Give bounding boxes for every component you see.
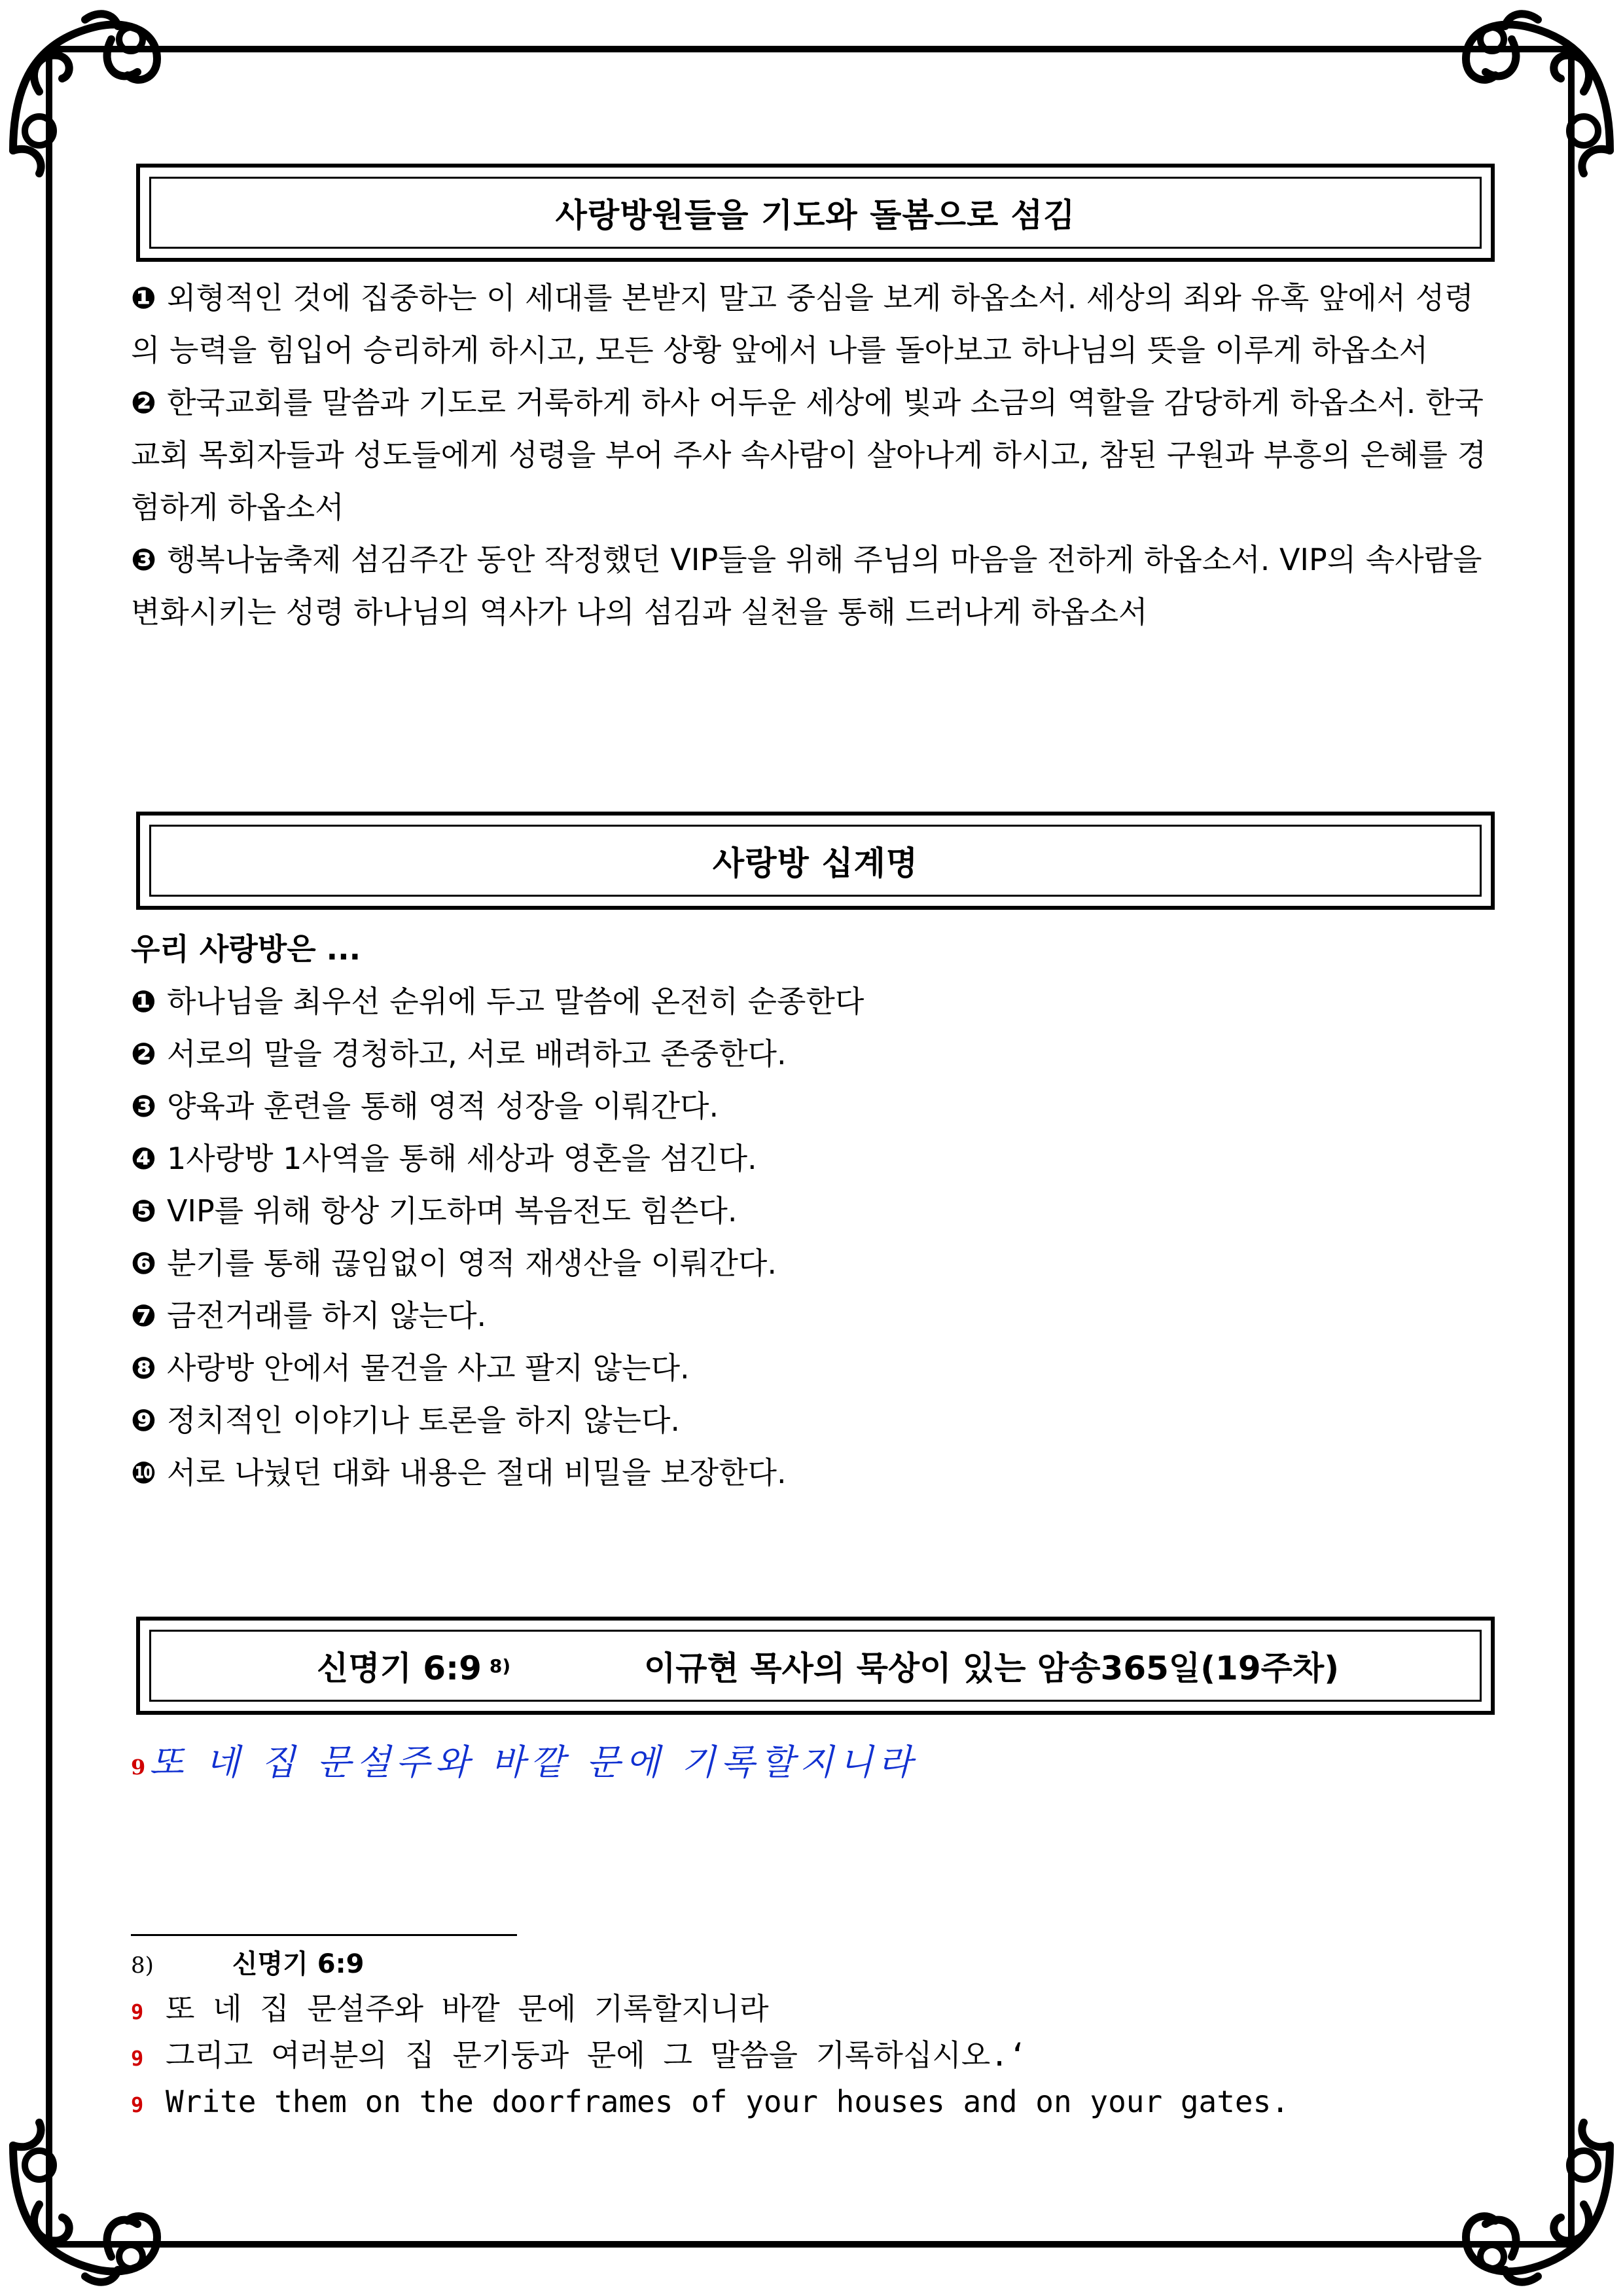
section-header-box [136, 812, 1495, 910]
item-text: 외형적인 것에 집중하는 이 세대를 본받지 말고 중심을 보게 하옵소서. 세상의 죄와 유혹 앞에서 성령의 능력을 힘입어 승리하게 하시고, 모든 상황 앞에서 나를 돌아보고 하나님의 뜻을 이루게 하옵소서 [131, 280, 1474, 368]
ten-commandments-list [131, 923, 1492, 1499]
footnote-line [131, 2034, 1492, 2080]
item-text: 서로의 말을 경청하고, 서로 배려하고 존중한다. [166, 1036, 787, 1071]
memory-verse [131, 1734, 918, 1785]
corner-ornament-icon [1427, 2100, 1623, 2296]
list-item [131, 975, 1492, 1028]
item-number: ❺ [131, 1193, 156, 1229]
item-text: 1사랑방 1사역을 통해 세상과 영혼을 섬긴다. [166, 1141, 757, 1176]
item-number: ❼ [131, 1298, 156, 1333]
footnote-ref: 8) [131, 1952, 154, 1979]
list-item [131, 533, 1492, 638]
verse-number: 9 [131, 2046, 144, 2071]
prayer-list [131, 272, 1492, 638]
section-header-box [136, 164, 1495, 262]
list-lead: 우리 사랑방은 ... [131, 931, 361, 967]
item-number: ❶ [131, 280, 156, 315]
item-number: ❻ [131, 1246, 156, 1281]
list-item [131, 1080, 1492, 1132]
list-item [131, 272, 1492, 376]
verse-reference [317, 1621, 510, 1711]
item-number: ❹ [131, 1141, 156, 1176]
item-text: 사랑방 안에서 물건을 사고 팔지 않는다. [166, 1350, 690, 1386]
footnote-line [131, 1987, 1492, 2034]
footnote [131, 1941, 1492, 2126]
item-number: ❶ [131, 984, 156, 1019]
section-title: 사랑방원들을 기도와 돌봄으로 섬김 [555, 196, 1076, 234]
footnote-line [131, 2080, 1492, 2126]
item-number: ❿ [131, 1455, 156, 1490]
footnote-line-text: 또 네 집 문설주와 바깥 문에 기록할지니라 [165, 1991, 769, 2026]
footnote-line-text: 그리고 여러분의 집 문기둥과 문에 그 말씀을 기록하십시오.‘ [165, 2037, 1027, 2073]
section-title: 사랑방 십계명 [712, 844, 919, 882]
verse-number: 9 [131, 2000, 144, 2024]
item-text: 행복나눔축제 섬김주간 동안 작정했던 VIP들을 위해 주님의 마음을 전하게 하옵소서. VIP의 속사람을 변화시키는 성령 하나님의 역사가 나의 섬김과 실천을 통해 드러나게 하옵소서 [131, 542, 1482, 630]
verse-text: 또 네 집 문설주와 바깥 문에 기록할지니라 [149, 1742, 918, 1783]
list-item [131, 1342, 1492, 1394]
corner-ornament-icon [0, 2100, 196, 2296]
verse-reference-text: 신명기 6:9 [317, 1649, 482, 1687]
item-number: ❷ [131, 385, 156, 420]
item-text: 분기를 통해 끊임없이 영적 재생산을 이뤄간다. [166, 1246, 777, 1281]
verse-subtitle: 이규현 목사의 묵상이 있는 암송365일(19주차) [644, 1649, 1340, 1687]
footnote-line-text: Write them on the doorframes of your houses and on your gates. [165, 2084, 1290, 2119]
list-item [131, 1446, 1492, 1499]
list-item [131, 1132, 1492, 1185]
list-item [131, 1185, 1492, 1237]
item-text: 서로 나눴던 대화 내용은 절대 비밀을 보장한다. [166, 1455, 787, 1490]
item-text: 정치적인 이야기나 토론을 하지 않는다. [166, 1403, 681, 1438]
footnote-title: 신명기 6:9 [232, 1949, 365, 1979]
verse-number: 9 [131, 2092, 144, 2117]
list-item [131, 1394, 1492, 1446]
verse-number: 9 [131, 1755, 146, 1780]
verse-header-box [136, 1617, 1495, 1715]
item-number: ❽ [131, 1350, 156, 1386]
item-text: 금전거래를 하지 않는다. [166, 1298, 487, 1333]
list-item [131, 1028, 1492, 1080]
footnote-divider [131, 1934, 517, 1936]
item-text: 한국교회를 말씀과 기도로 거룩하게 하사 어두운 세상에 빛과 소금의 역할을 감당하게 하옵소서. 한국교회 목회자들과 성도들에게 성령을 부어 주사 속사람이 살아나게 하시고, 참된 구원과 부흥의 은혜를 경험하게 하옵소서 [131, 385, 1487, 525]
item-number: ❾ [131, 1403, 156, 1438]
footnote-mark: 8) [489, 1655, 511, 1677]
list-item [131, 1237, 1492, 1289]
item-number: ❷ [131, 1036, 156, 1071]
item-number: ❸ [131, 542, 156, 577]
item-text: 양육과 훈련을 통해 영적 성장을 이뤄간다. [166, 1088, 719, 1124]
item-number: ❸ [131, 1088, 156, 1124]
list-item [131, 1289, 1492, 1342]
item-text: 하나님을 최우선 순위에 두고 말씀에 온전히 순종한다 [166, 984, 865, 1019]
item-text: VIP를 위해 항상 기도하며 복음전도 힘쓴다. [166, 1193, 738, 1229]
list-item [131, 376, 1492, 533]
